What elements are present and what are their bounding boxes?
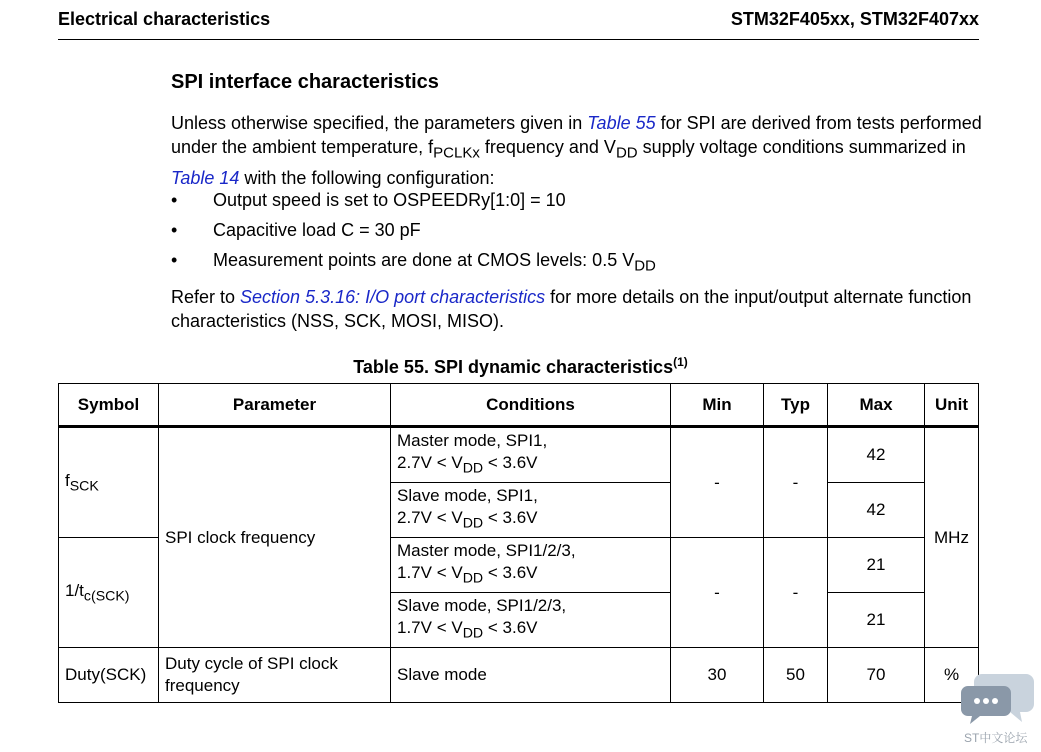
max-value: 21	[828, 538, 925, 593]
col-header-max: Max	[828, 384, 925, 427]
condition-cell: Master mode, SPI1/2/3, $1.7V < V_{DD} < 3.6V$	[391, 538, 671, 593]
col-header-parameter: Parameter	[159, 384, 391, 427]
col-header-unit: Unit	[925, 384, 979, 427]
section-5-3-16-link[interactable]: Section 5.3.16: I/O port characteristics	[240, 287, 546, 307]
max-value: 70	[828, 648, 925, 703]
header-product-name: STM32F405xx, STM32F407xx	[730, 9, 979, 29]
table-row	[59, 648, 979, 703]
bullet-icon: •	[171, 190, 178, 210]
list-item: • Output speed is set to OSPEEDRy[1:0] = 10	[171, 190, 566, 210]
condition-cell: Slave mode	[391, 648, 671, 703]
col-header-symbol: Symbol	[59, 384, 159, 427]
unit-percent: %	[925, 648, 979, 703]
list-item: • Capacitive load C = 30 pF	[171, 220, 421, 240]
unit-mhz: MHz	[925, 427, 979, 648]
condition-cell: Slave mode, SPI1, $2.7V < V_{DD} < 3.6V$	[391, 483, 671, 538]
intro-paragraph: Unless otherwise specified, the parameters given in Table 55 for SPI are derived from tests performed under the ambient temperature, $f_{PCLKx}$ frequency and $V_{DD}$ supply voltage conditions summarized in Table 14 with the following configuration:	[171, 113, 982, 188]
max-value: 42	[828, 483, 925, 538]
condition-cell: Master mode, SPI1, $2.7V < V_{DD} < 3.6V$	[391, 427, 671, 483]
max-value: 42	[828, 427, 925, 483]
symbol-fsck: $f_{SCK}$	[59, 427, 159, 538]
table-header-row	[59, 384, 979, 427]
list-item: • Measurement points are done at CMOS levels: 0.5 $V_{DD}$	[171, 250, 656, 275]
col-header-typ: Typ	[764, 384, 828, 427]
header-divider	[58, 39, 979, 40]
col-header-min: Min	[671, 384, 764, 427]
table-55-link[interactable]: Table 55	[587, 113, 656, 133]
table-14-link[interactable]: Table 14	[171, 167, 240, 188]
parameter-spi-clock: SPI clock frequency	[159, 427, 391, 648]
watermark-text: ST中文论坛	[964, 731, 1028, 745]
configuration-list	[171, 188, 656, 278]
min-value: -	[671, 427, 764, 538]
parameter-duty: Duty cycle of SPI clock frequency	[159, 648, 391, 703]
min-value: -	[671, 538, 764, 648]
spi-dynamic-table	[58, 383, 979, 703]
symbol-1-over-tc: $1/t_{c(SCK)}$	[59, 538, 159, 648]
header-section-title: Electrical characteristics	[58, 9, 271, 29]
chat-bubble-icon	[960, 668, 1036, 726]
max-value: 21	[828, 593, 925, 648]
typ-value: 50	[764, 648, 828, 703]
condition-cell: Slave mode, SPI1/2/3, $1.7V < V_{DD} < 3.6V$	[391, 593, 671, 648]
table-caption: Table 55. SPI dynamic characteristics$^{(1)}$	[353, 355, 688, 377]
typ-value: -	[764, 538, 828, 648]
refer-paragraph: Refer to Section 5.3.16: I/O port characteristics for more details on the input/output alternate function characteristics (NSS, SCK, MOSI, MISO).	[171, 287, 972, 331]
typ-value: -	[764, 427, 828, 538]
bullet-icon: •	[171, 220, 178, 240]
section-heading: SPI interface characteristics	[171, 71, 439, 93]
symbol-duty: Duty(SCK)	[59, 648, 159, 703]
min-value: 30	[671, 648, 764, 703]
bullet-icon: •	[171, 250, 178, 270]
table-row	[59, 427, 979, 483]
col-header-conditions: Conditions	[391, 384, 671, 427]
